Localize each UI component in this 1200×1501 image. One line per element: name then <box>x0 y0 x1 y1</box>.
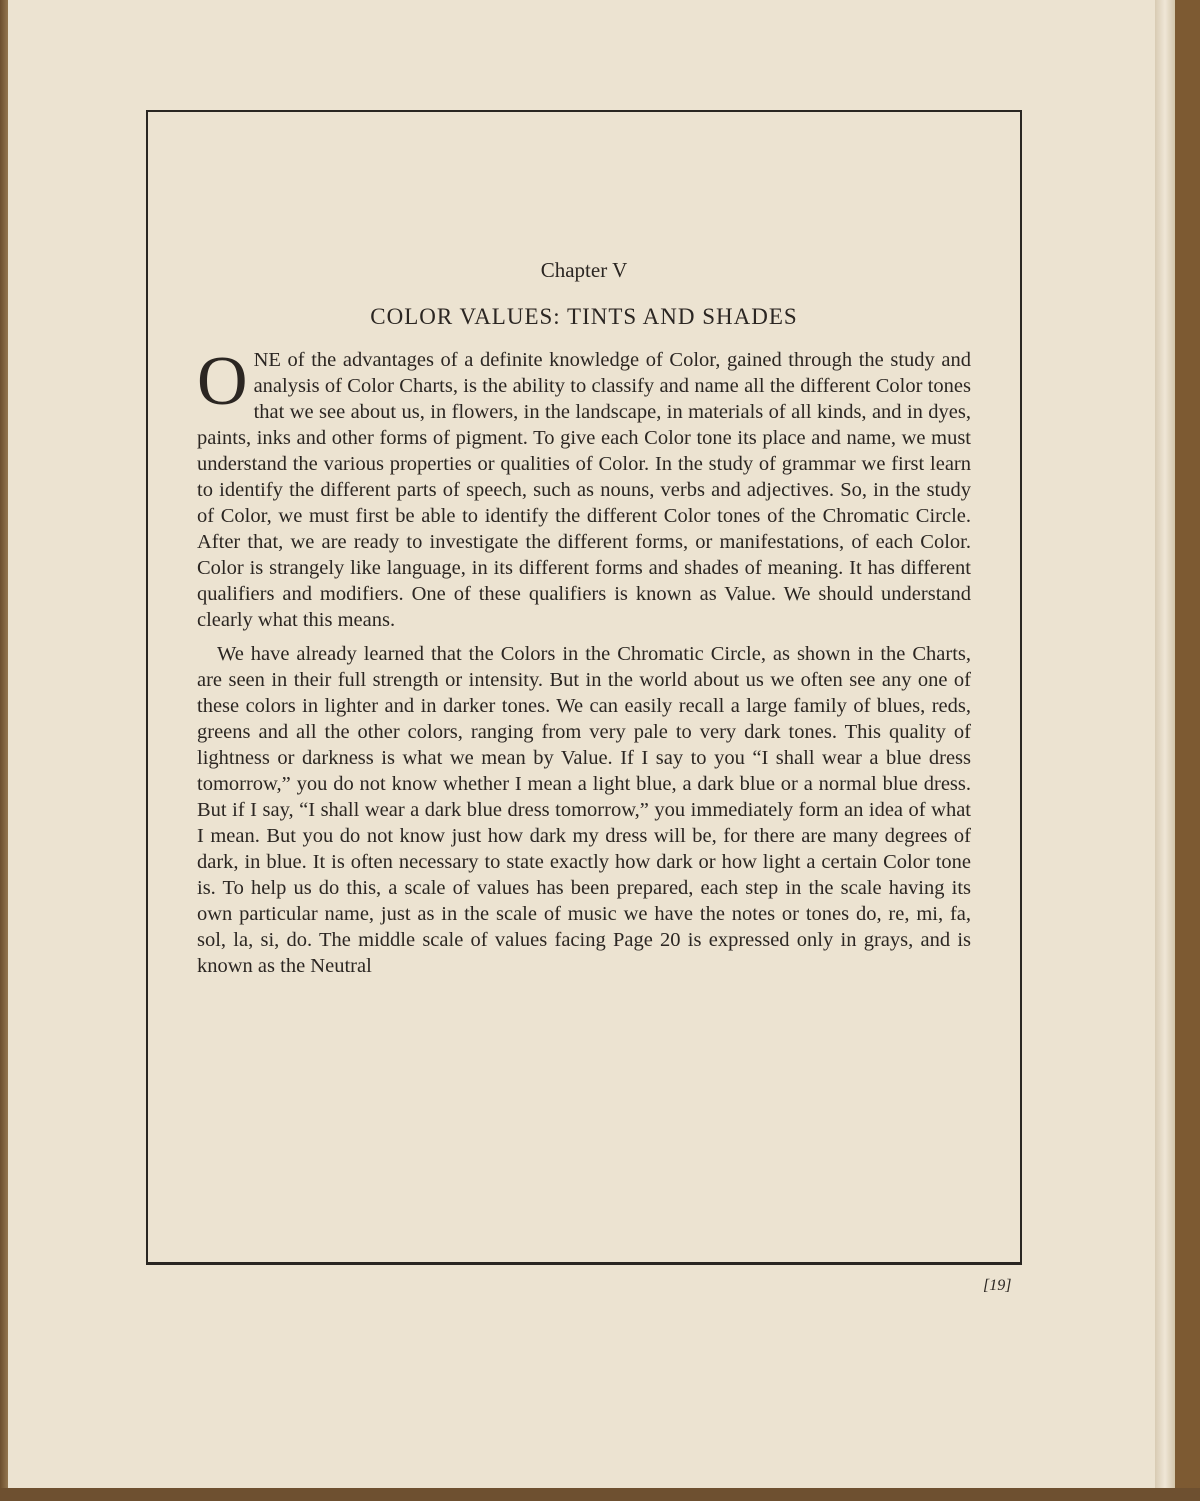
chapter-label: Chapter V <box>540 258 628 282</box>
book-cover-right <box>1175 0 1200 1501</box>
text-frame <box>146 110 1022 1265</box>
book-page <box>8 0 1158 1490</box>
paragraph-1-text: NE of the advantages of a definite knowledge of Color, gained through the study and analysis of Color Charts, is the ability to classify and name all the different Color tones that we see about us, in flowers, in the landscape, in materials of all kinds, and in dyes, paints, inks and other forms of pigment. To give each Color tone its place and name, we must understand the various properties or qualities of Color. In the study of grammar we first learn to identify the different parts of speech, such as nouns, verbs and adjectives. So, in the study of Color, we must first be able to identify the different Color tones of the Chromatic Circle. After that, we are ready to investigate the different forms, or manifestations, of each Color. Color is strangely like language, in its different forms and shades of meaning. It has different qualifiers and modifiers. One of these qualifiers is known as Value. We should understand clearly what this means. <box>197 349 971 631</box>
page-edges <box>1155 0 1175 1495</box>
page-number: [19] <box>983 1277 1012 1294</box>
chapter-title: COLOR VALUES: TINTS AND SHADES <box>370 304 798 329</box>
book-cover-bottom <box>0 1488 1200 1501</box>
body-text <box>197 343 971 979</box>
paragraph-1 <box>197 343 971 633</box>
paragraph-2: We have already learned that the Colors in the Chromatic Circle, as shown in the Charts, are seen in their full strength or intensity. But in the world about us we often see any one of these colors in lighter and in darker tones. We can easily recall a large family of blues, reds, greens and all the other colors, ranging from very pale to very dark tones. This quality of lightness or darkness is what we mean by Value. If I say to you “I shall wear a blue dress tomorrow,” you do not know whether I mean a light blue, a dark blue or a normal blue dress. But if I say, “I shall wear a dark blue dress tomorrow,” you immediately form an idea of what I mean. But you do not know just how dark my dress will be, for there are many degrees of dark, in blue. It is often necessary to state exactly how dark or how light a certain Color tone is. To help us do this, a scale of values has been prepared, each step in the scale having its own particular name, just as in the scale of music we have the notes or tones do, re, mi, fa, sol, la, si, do. The middle scale of values facing Page 20 is expressed only in grays, and is known as the Neutral <box>197 643 971 977</box>
drop-cap: O <box>197 343 248 420</box>
